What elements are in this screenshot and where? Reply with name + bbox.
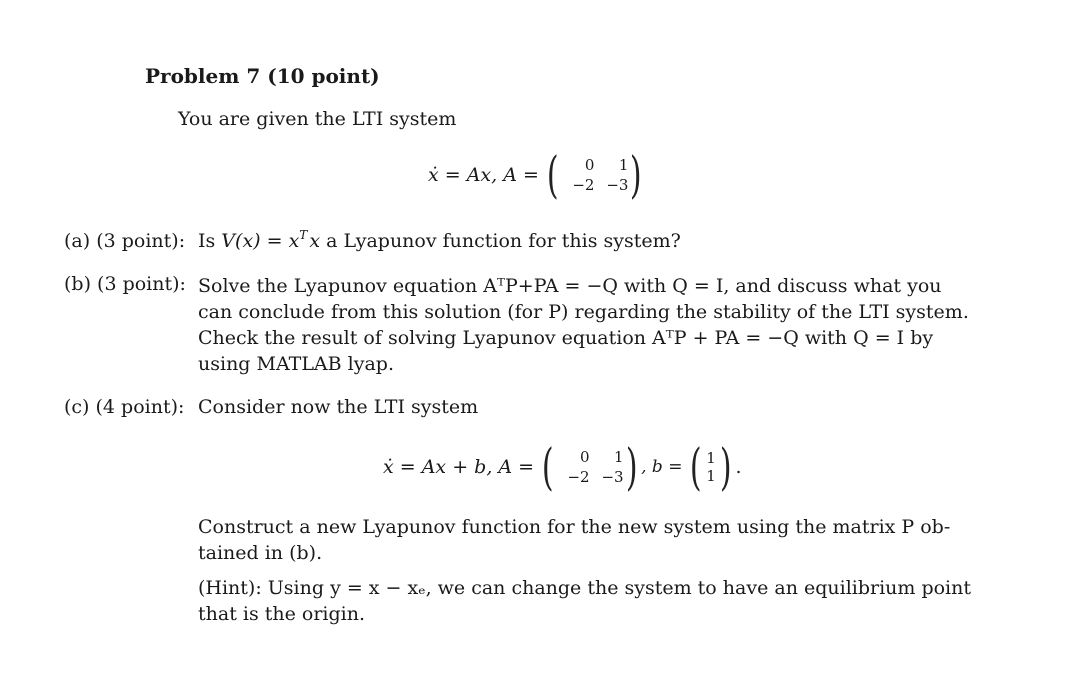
text-line: Check the result of solving Lyapunov equation AᵀP + PA = −Q with Q = I by	[198, 327, 934, 349]
matrix-entry: −2	[572, 176, 595, 194]
math-T: T	[299, 228, 308, 242]
vector-entry: 1	[706, 467, 716, 485]
part-a-label: (a) (3 point):	[64, 230, 186, 252]
vector-b	[704, 449, 718, 485]
math-x: (x)	[235, 230, 261, 252]
text-line: can conclude from this solution (for P) regarding the stability of the LTI system.	[198, 301, 969, 323]
right-paren: )	[719, 438, 732, 496]
right-paren: )	[625, 438, 638, 496]
matrix-entry: 0	[580, 448, 590, 466]
matrix-entry: 1	[614, 448, 624, 466]
text-line: using MATLAB lyap.	[198, 353, 394, 375]
text-line: tained in (b).	[198, 542, 323, 564]
matrix-entry: −2	[567, 468, 590, 486]
matrix-A	[560, 156, 628, 194]
vector-entry: 1	[706, 449, 716, 467]
text-line: Solve the Lyapunov equation AᵀP+PA = −Q with Q = I, and discuss what you	[198, 275, 942, 297]
hint-text	[198, 575, 971, 627]
matrix-entry: 0	[584, 156, 595, 174]
part-a-text	[198, 230, 681, 252]
intro-text: You are given the LTI system	[178, 108, 457, 130]
left-paren: (	[546, 146, 559, 204]
part-c-label: (c) (4 point):	[64, 396, 185, 418]
left-paren: (	[690, 438, 703, 496]
equation-lhs: ẋ = Ax, A =	[428, 164, 539, 186]
math-x: x	[309, 230, 321, 252]
matrix-A	[556, 448, 624, 486]
equation-system	[428, 146, 646, 204]
math-eq: =	[260, 230, 289, 252]
part-c-text: Consider now the LTI system	[198, 396, 479, 418]
math-x: x	[288, 230, 300, 252]
matrix-entry: 1	[618, 156, 629, 174]
left-paren: (	[541, 438, 554, 496]
equation-system-b	[383, 438, 742, 496]
problem-title: Problem 7 (10 point)	[145, 64, 380, 88]
b-label: , b =	[641, 457, 683, 477]
text-line: Construct a new Lyapunov function for the new system using the matrix P ob-	[198, 516, 951, 538]
matrix-entry: −3	[606, 176, 629, 194]
matrix-entry: −3	[601, 468, 624, 486]
right-paren: )	[630, 146, 643, 204]
part-b-label: (b) (3 point):	[64, 273, 186, 295]
period: .	[735, 456, 742, 478]
part-b-text	[198, 273, 969, 377]
text-segment: Is	[198, 230, 222, 252]
text-segment: a Lyapunov function for this system?	[320, 230, 681, 252]
math-V: V	[221, 230, 236, 252]
text-line: (Hint): Using y = x − xₑ, we can change the system to have an equilibrium point	[198, 577, 972, 599]
text-line: that is the origin.	[198, 603, 366, 625]
construct-text	[198, 514, 950, 566]
equation-lhs: ẋ = Ax + b, A =	[383, 456, 535, 478]
